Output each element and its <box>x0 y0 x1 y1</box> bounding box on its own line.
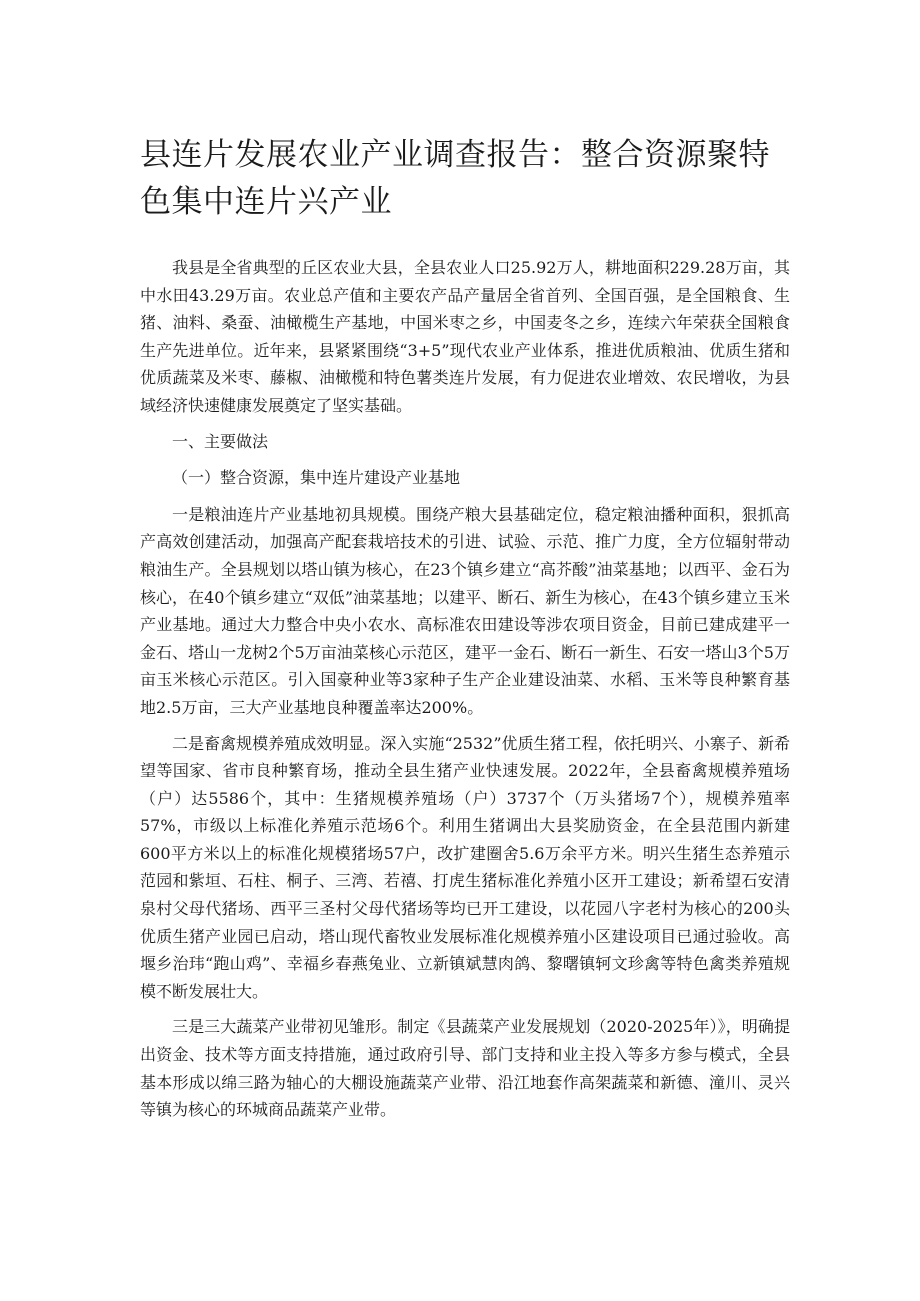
document-page <box>140 132 790 1132</box>
paragraph-livestock-farming: 二是畜禽规模养殖成效明显。深入实施“2532”优质生猪工程，依托明兴、小寨子、新希望等国家、省市良种繁育场，推动全县生猪产业快速发展。2022年，全县畜禽规模养殖场（户）达5586个，其中：生猪规模养殖场（户）3737个（万头猪场7个），规模养殖率57%，市级以上标准化养殖示范场6个。利用生猪调出大县奖励资金，在全县范围内新建600平方米以上的标准化规模猪场57户，改扩建圈舍5.6万余平方米。明兴生猪生态养殖示范园和紫垣、石柱、桐子、三湾、若禧、打虎生猪标准化养殖小区开工建设；新希望石安清泉村父母代猪场、西平三圣村父母代猪场等均已开工建设，以花园八字老村为核心的200头优质生猪产业园已启动，塔山现代畜牧业发展标准化规模养殖小区建设项目已通过验收。高堰乡治玮“跑山鸡”、幸福乡春燕兔业、立新镇斌慧肉鸽、黎曙镇轲文珍禽等特色禽类养殖规模不断发展壮大。 <box>140 733 790 1001</box>
paragraph-grain-oil-base: 一是粮油连片产业基地初具规模。围绕产粮大县基础定位，稳定粮油播种面积，狠抓高产高效创建活动，加强高产配套栽培技术的引进、试验、示范、推广力度，全方位辐射带动粮油生产。全县规划以塔山镇为核心，在23个镇乡建立“高芥酸”油菜基地；以西平、金石为核心，在40个镇乡建立“双低”油菜基地；以建平、断石、新生为核心，在43个镇乡建立玉米产业基地。通过大力整合中央小农水、高标准农田建设等涉农项目资金，目前已建成建平一金石、塔山一龙树2个5万亩油菜核心示范区，建平一金石、断石一新生、石安一塔山3个5万亩玉米核心示范区。引入国豪种业等3家种子生产企业建设油菜、水稻、玉米等良种繁育基地2.5万亩，三大产业基地良种覆盖率达200%。 <box>140 504 790 717</box>
paragraph-vegetable-belts: 三是三大蔬菜产业带初见雏形。制定《县蔬菜产业发展规划（2020-2025年）》，明确提出资金、技术等方面支持措施，通过政府引导、部门支持和业主投入等多方参与模式，全县基本形成以绵三路为轴心的大棚设施蔬菜产业带、沿江地套作高架蔬菜和新德、潼川、灵兴等镇为核心的环城商品蔬菜产业带。 <box>140 1017 790 1120</box>
section-heading-main-practices: 一、主要做法 <box>172 431 269 451</box>
document-title: 县连片发展农业产业调查报告：整合资源聚特色集中连片兴产业 <box>140 137 770 220</box>
intro-paragraph: 我县是全省典型的丘区农业大县，全县农业人口25.92万人，耕地面积229.28万亩，其中水田43.29万亩。农业总产值和主要农产品产量居全省首列、全国百强，是全国粮食、生猪、油料、桑蚕、油橄榄生产基地，中国米枣之乡，中国麦冬之乡，连续六年荣获全国粮食生产先进单位。近年来，县紧紧围绕“3+5”现代农业产业体系，推进优质粮油、优质生猪和优质蔬菜及米枣、藤椒、油橄榄和特色薯类连片发展，有力促进农业增效、农民增收，为县域经济快速健康发展奠定了坚实基础。 <box>140 258 790 415</box>
subsection-heading-integrate-resources: （一）整合资源，集中连片建设产业基地 <box>172 468 461 488</box>
